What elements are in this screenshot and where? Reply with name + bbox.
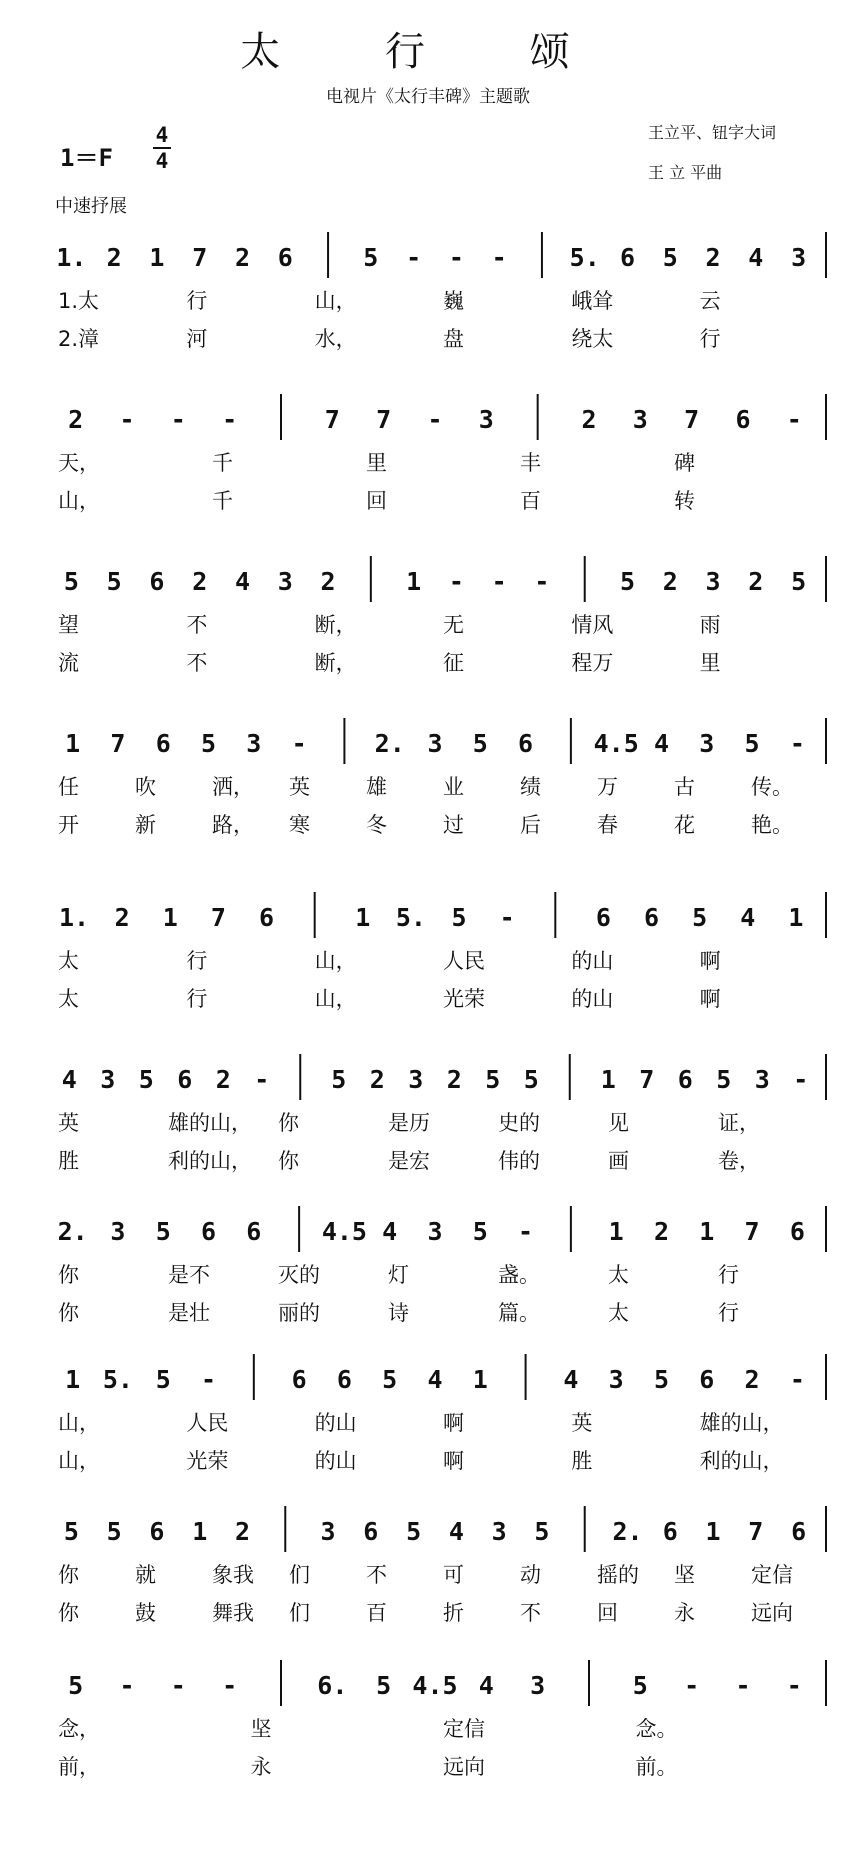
lyric-word: 里 bbox=[699, 651, 721, 675]
note: 5 bbox=[63, 567, 79, 596]
lyric-word: 画 bbox=[608, 1149, 629, 1173]
hold-dash: - bbox=[170, 1671, 186, 1700]
lyric-word: 见 bbox=[608, 1111, 629, 1135]
note: 2. bbox=[57, 1217, 88, 1246]
lyric-word: 任 bbox=[58, 775, 79, 799]
lyric-word: 断， bbox=[314, 613, 357, 637]
note: 3 bbox=[478, 405, 494, 434]
note: 5 bbox=[331, 1065, 347, 1094]
note: 2 bbox=[114, 903, 130, 932]
lyric-word: 山， bbox=[58, 1449, 100, 1473]
lyric-word: 啊 bbox=[699, 949, 721, 973]
note: 5 bbox=[523, 1065, 539, 1094]
lyric-word: 断， bbox=[314, 651, 357, 675]
lyric-word: 情风 bbox=[571, 613, 614, 637]
lyric-word: 洒， bbox=[212, 775, 254, 799]
lyric-word: 前。 bbox=[635, 1755, 678, 1779]
note: 3 bbox=[705, 567, 721, 596]
lyric-word: 人民 bbox=[186, 1411, 229, 1435]
lyric-word: 不 bbox=[366, 1563, 387, 1587]
note: 2 bbox=[653, 1217, 670, 1246]
note: 3 bbox=[491, 1517, 507, 1546]
note: 3 bbox=[110, 1217, 126, 1246]
hold-dash: - bbox=[170, 405, 186, 434]
lyric-word: 寒 bbox=[289, 813, 310, 837]
note: 4 bbox=[382, 1217, 398, 1246]
note: 2 bbox=[192, 567, 208, 596]
note: 4.5 bbox=[593, 729, 639, 758]
note: 7 bbox=[744, 1217, 760, 1246]
note: 5. bbox=[102, 1365, 133, 1394]
note: 1 bbox=[600, 1065, 616, 1094]
note: 6 bbox=[149, 567, 165, 596]
note: 5 bbox=[63, 1517, 79, 1546]
lyric-word: 绕太 bbox=[571, 327, 614, 351]
note: 3 bbox=[427, 1217, 443, 1246]
lyric-word: 峨耸 bbox=[571, 289, 614, 313]
lyric-word: 们 bbox=[289, 1563, 310, 1587]
lyric-word: 英 bbox=[571, 1411, 593, 1435]
lyric-word: 传。 bbox=[751, 775, 793, 799]
lyric-word: 是宏 bbox=[388, 1149, 430, 1173]
note: 6 bbox=[677, 1065, 693, 1094]
hold-dash: - bbox=[427, 405, 443, 434]
lyric-word: 太 bbox=[58, 949, 79, 973]
lyric-word: 卷， bbox=[718, 1149, 760, 1173]
hold-dash: - bbox=[786, 405, 802, 434]
lyric-word: 太 bbox=[608, 1301, 629, 1325]
lyric-word: 念。 bbox=[635, 1717, 678, 1741]
note: 6 bbox=[363, 1517, 379, 1546]
lyric-word: 里 bbox=[366, 451, 387, 475]
lyric-word: 念， bbox=[58, 1717, 100, 1741]
note: 5 bbox=[106, 1517, 122, 1546]
note: 5 bbox=[363, 243, 379, 272]
lyric-word: 望 bbox=[58, 613, 79, 637]
lyric-word: 百 bbox=[520, 489, 541, 513]
note: 5 bbox=[632, 1671, 648, 1700]
lyric-word: 行 bbox=[186, 949, 208, 973]
note: 3 bbox=[100, 1065, 116, 1094]
lyric-word: 你 bbox=[58, 1563, 79, 1587]
note: 1 bbox=[65, 1365, 81, 1394]
lyric-word: 开 bbox=[58, 813, 79, 837]
note: 2 bbox=[234, 1517, 251, 1546]
lyric-word: 雨 bbox=[699, 613, 721, 637]
note: 2 bbox=[106, 243, 122, 272]
note: 6 bbox=[699, 1365, 715, 1394]
hold-dash: - bbox=[534, 567, 550, 596]
note: 5 bbox=[68, 1671, 84, 1700]
note: 1 bbox=[162, 903, 178, 932]
note: 2 bbox=[320, 567, 336, 596]
lyric-word: 古 bbox=[674, 775, 695, 799]
lyric-word: 坚 bbox=[250, 1717, 272, 1741]
note: 3 bbox=[427, 729, 443, 758]
lyric-word: 太 bbox=[58, 987, 79, 1011]
note: 7 bbox=[639, 1065, 655, 1094]
hold-dash: - bbox=[786, 1671, 802, 1700]
note: 3 bbox=[632, 405, 648, 434]
lyric-word: 你 bbox=[278, 1111, 299, 1135]
note: 3 bbox=[530, 1671, 546, 1700]
lyric-word: 象我 bbox=[212, 1563, 254, 1587]
note: 1 bbox=[472, 1365, 488, 1394]
note: 3 bbox=[608, 1365, 624, 1394]
tempo-marking: 中速抒展 bbox=[55, 196, 127, 217]
lyric-word: 的山 bbox=[571, 949, 614, 973]
note: 6 bbox=[619, 243, 636, 272]
hold-dash: - bbox=[406, 243, 422, 272]
lyric-word: 花 bbox=[674, 813, 695, 837]
lyric-word: 行 bbox=[186, 289, 208, 313]
note: 5 bbox=[472, 1217, 488, 1246]
note: 5 bbox=[155, 1217, 171, 1246]
lyric-word: 太 bbox=[608, 1263, 629, 1287]
note: 2 bbox=[215, 1065, 231, 1094]
hold-dash: - bbox=[254, 1065, 270, 1094]
lyric-word: 灭的 bbox=[278, 1263, 320, 1287]
note: 2. bbox=[374, 729, 405, 758]
note: 2. bbox=[612, 1517, 643, 1546]
lyric-word: 河 bbox=[186, 327, 208, 351]
lyric-word: 吹 bbox=[135, 775, 156, 799]
note: 3 bbox=[246, 729, 262, 758]
lyric-word: 程万 bbox=[571, 651, 614, 675]
lyric-word: 路， bbox=[212, 813, 254, 837]
lyric-word: 动 bbox=[520, 1563, 541, 1587]
lyric-word: 定信 bbox=[751, 1563, 793, 1587]
note: 1 bbox=[355, 903, 371, 932]
lyric-word: 伟的 bbox=[498, 1149, 540, 1173]
note: 7 bbox=[376, 405, 392, 434]
lyric-word: 前， bbox=[58, 1755, 100, 1779]
lyric-word: 你 bbox=[58, 1263, 79, 1287]
lyric-word: 你 bbox=[278, 1149, 299, 1173]
note: 2 bbox=[446, 1065, 462, 1094]
note: 6 bbox=[177, 1065, 193, 1094]
hold-dash: - bbox=[491, 243, 507, 272]
note: 3 bbox=[754, 1065, 770, 1094]
lyric-word: 诗 bbox=[388, 1301, 409, 1325]
note: 4.5 bbox=[321, 1217, 367, 1246]
hold-dash: - bbox=[684, 1671, 700, 1700]
note: 4.5 bbox=[412, 1671, 458, 1700]
note: 7 bbox=[324, 405, 340, 434]
note: 1 bbox=[149, 243, 165, 272]
note: 6 bbox=[149, 1517, 165, 1546]
lyric-word: 永 bbox=[674, 1601, 695, 1625]
note: 2 bbox=[68, 405, 84, 434]
lyric-word: 永 bbox=[250, 1755, 272, 1779]
lyric-word: 的山 bbox=[314, 1449, 357, 1473]
lyric-word: 英 bbox=[58, 1111, 79, 1135]
lyric-word: 雄的山， bbox=[168, 1111, 252, 1135]
song-subtitle: 电视片《太行丰碑》主题歌 bbox=[326, 87, 530, 107]
note: 2 bbox=[234, 243, 251, 272]
song-title: 太 行 颂 bbox=[240, 29, 616, 75]
lyric-word: 啊 bbox=[443, 1449, 464, 1473]
note: 6 bbox=[735, 405, 751, 434]
lyric-word: 山， bbox=[58, 489, 100, 513]
lyric-word: 新 bbox=[135, 813, 156, 837]
note: 4 bbox=[234, 567, 251, 596]
note: 4 bbox=[653, 729, 670, 758]
lyric-word: 灯 bbox=[388, 1263, 409, 1287]
lyric-word: 天， bbox=[58, 451, 100, 475]
note: 4 bbox=[740, 903, 756, 932]
lyric-word: 流 bbox=[58, 651, 79, 675]
note: 3 bbox=[408, 1065, 424, 1094]
lyric-word: 是壮 bbox=[168, 1301, 210, 1325]
hold-dash: - bbox=[119, 405, 135, 434]
lyric-word: 春 bbox=[597, 813, 618, 837]
lyric-word: 百 bbox=[366, 1601, 387, 1625]
lyric-word: 们 bbox=[289, 1601, 310, 1625]
lyric-word: 的山 bbox=[314, 1411, 357, 1435]
lyric-word: 冬 bbox=[366, 813, 387, 837]
note: 1. bbox=[59, 903, 90, 932]
key-signature: 1＝F bbox=[60, 144, 113, 172]
lyric-word: 定信 bbox=[443, 1717, 485, 1741]
lyric-word: 摇的 bbox=[597, 1563, 639, 1587]
lyric-word: 云 bbox=[699, 289, 721, 313]
hold-dash: - bbox=[222, 1671, 238, 1700]
lyric-word: 1.太 bbox=[58, 289, 100, 313]
lyric-word: 山， bbox=[314, 987, 357, 1011]
note: 4 bbox=[478, 1671, 494, 1700]
note: 5 bbox=[155, 1365, 171, 1394]
note: 1 bbox=[705, 1517, 721, 1546]
lyric-word: 英 bbox=[289, 775, 310, 799]
note: 5 bbox=[200, 729, 217, 758]
note: 6 bbox=[644, 903, 660, 932]
note: 5 bbox=[451, 903, 467, 932]
hold-dash: - bbox=[448, 567, 464, 596]
note: 2 bbox=[744, 1365, 760, 1394]
lyric-word: 征 bbox=[443, 651, 464, 675]
lyric-word: 千 bbox=[212, 451, 233, 475]
lyric-word: 雄 bbox=[366, 775, 387, 799]
lyric-word: 丽的 bbox=[278, 1301, 320, 1325]
lyric-word: 雄的山， bbox=[699, 1411, 784, 1435]
composer-credit: 王 立 平曲 bbox=[648, 163, 723, 182]
note: 6 bbox=[277, 243, 293, 272]
note: 5 bbox=[619, 567, 636, 596]
lyric-word: 远向 bbox=[751, 1601, 793, 1625]
hold-dash: - bbox=[735, 1671, 751, 1700]
lyric-word: 是不 bbox=[168, 1263, 210, 1287]
note: 5 bbox=[791, 567, 807, 596]
note: 6 bbox=[518, 729, 534, 758]
lyric-word: 山， bbox=[314, 949, 357, 973]
lyric-word: 行 bbox=[699, 327, 721, 351]
note: 3 bbox=[791, 243, 807, 272]
note: 5 bbox=[376, 1671, 392, 1700]
note: 6 bbox=[200, 1217, 217, 1246]
note: 5 bbox=[485, 1065, 501, 1094]
lyric-word: 啊 bbox=[443, 1411, 464, 1435]
note: 6. bbox=[317, 1671, 348, 1700]
lyric-word: 后 bbox=[520, 813, 541, 837]
note: 6 bbox=[791, 1517, 807, 1546]
note: 5 bbox=[716, 1065, 732, 1094]
lyric-word: 折 bbox=[443, 1601, 464, 1625]
note: 2 bbox=[369, 1065, 385, 1094]
note: 5 bbox=[692, 903, 708, 932]
hold-dash: - bbox=[789, 729, 805, 758]
hold-dash: - bbox=[200, 1365, 217, 1394]
lyric-word: 回 bbox=[366, 489, 387, 513]
note: 5. bbox=[569, 243, 600, 272]
note: 5 bbox=[382, 1365, 398, 1394]
note: 5 bbox=[406, 1517, 422, 1546]
lyric-word: 人民 bbox=[443, 949, 485, 973]
note: 5 bbox=[106, 567, 122, 596]
lyric-word: 的山 bbox=[571, 987, 614, 1011]
note: 6 bbox=[789, 1217, 805, 1246]
lyric-word: 不 bbox=[520, 1601, 541, 1625]
note: 5 bbox=[472, 729, 488, 758]
note: 6 bbox=[336, 1365, 352, 1394]
lyric-word: 光荣 bbox=[186, 1449, 229, 1473]
note: 3 bbox=[699, 729, 715, 758]
lyric-word: 篇。 bbox=[498, 1301, 540, 1325]
note: 3 bbox=[277, 567, 293, 596]
lyric-word: 业 bbox=[443, 775, 464, 799]
lyric-word: 是历 bbox=[388, 1111, 430, 1135]
lyric-word: 绩 bbox=[520, 775, 541, 799]
time-signature-top: 4 bbox=[155, 123, 169, 147]
note: 5. bbox=[395, 903, 426, 932]
lyric-word: 千 bbox=[212, 489, 233, 513]
lyric-word: 2.漳 bbox=[58, 327, 100, 351]
note: 5 bbox=[138, 1065, 154, 1094]
lyric-word: 行 bbox=[718, 1263, 739, 1287]
note: 5 bbox=[534, 1517, 550, 1546]
lyric-word: 利的山， bbox=[168, 1149, 252, 1173]
lyric-word: 碑 bbox=[674, 451, 695, 475]
lyric-word: 万 bbox=[597, 775, 618, 799]
note: 7 bbox=[110, 729, 126, 758]
lyric-word: 鼓 bbox=[135, 1601, 156, 1625]
hold-dash: - bbox=[448, 243, 464, 272]
hold-dash: - bbox=[789, 1365, 805, 1394]
lyric-word: 胜 bbox=[571, 1449, 593, 1473]
lyric-word: 转 bbox=[674, 489, 695, 513]
note: 6 bbox=[291, 1365, 307, 1394]
note: 4 bbox=[448, 1517, 464, 1546]
hold-dash: - bbox=[499, 903, 515, 932]
lyric-word: 史的 bbox=[498, 1111, 540, 1135]
hold-dash: - bbox=[491, 567, 507, 596]
lyric-word: 证， bbox=[718, 1111, 760, 1135]
lyric-word: 行 bbox=[718, 1301, 739, 1325]
note: 1 bbox=[406, 567, 422, 596]
note: 5 bbox=[744, 729, 760, 758]
note: 5 bbox=[662, 243, 678, 272]
note: 1 bbox=[65, 729, 81, 758]
lyric-word: 不 bbox=[186, 613, 208, 637]
lyric-word: 丰 bbox=[520, 451, 541, 475]
lyric-word: 你 bbox=[58, 1601, 79, 1625]
lyric-word: 无 bbox=[443, 613, 464, 637]
lyric-word: 艳。 bbox=[751, 813, 793, 837]
lyric-word: 舞我 bbox=[212, 1601, 254, 1625]
note: 1 bbox=[608, 1217, 624, 1246]
lyric-word: 坚 bbox=[674, 1563, 695, 1587]
note: 2 bbox=[581, 405, 597, 434]
note: 5 bbox=[653, 1365, 670, 1394]
lyric-word: 山， bbox=[58, 1411, 100, 1435]
lyric-word: 盏。 bbox=[498, 1263, 540, 1287]
lyric-word: 你 bbox=[58, 1301, 79, 1325]
note: 7 bbox=[684, 405, 700, 434]
note: 1. bbox=[56, 243, 87, 272]
lyric-word: 就 bbox=[135, 1563, 156, 1587]
time-signature-bottom: 4 bbox=[155, 149, 169, 173]
lyric-word: 胜 bbox=[58, 1149, 79, 1173]
lyric-word: 回 bbox=[597, 1601, 618, 1625]
hold-dash: - bbox=[793, 1065, 809, 1094]
hold-dash: - bbox=[518, 1217, 534, 1246]
note: 7 bbox=[192, 243, 208, 272]
note: 1 bbox=[788, 903, 804, 932]
lyric-word: 行 bbox=[186, 987, 208, 1011]
hold-dash: - bbox=[119, 1671, 135, 1700]
lyric-word: 光荣 bbox=[443, 987, 485, 1011]
hold-dash: - bbox=[291, 729, 307, 758]
lyric-word: 山， bbox=[314, 289, 357, 313]
note: 6 bbox=[595, 903, 611, 932]
note: 2 bbox=[748, 567, 764, 596]
lyric-word: 可 bbox=[443, 1563, 464, 1587]
note: 1 bbox=[699, 1217, 715, 1246]
note: 7 bbox=[210, 903, 226, 932]
lyric-word: 盘 bbox=[443, 327, 464, 351]
note: 6 bbox=[662, 1517, 678, 1546]
note: 3 bbox=[320, 1517, 336, 1546]
note: 6 bbox=[246, 1217, 262, 1246]
note: 2 bbox=[705, 243, 721, 272]
note: 4 bbox=[748, 243, 764, 272]
note: 4 bbox=[61, 1065, 77, 1094]
note: 1 bbox=[192, 1517, 208, 1546]
note: 4 bbox=[563, 1365, 579, 1394]
lyricist-credit: 王立平、钮字大词 bbox=[648, 123, 777, 142]
note: 2 bbox=[662, 567, 678, 596]
lyric-word: 过 bbox=[443, 813, 464, 837]
lyric-word: 巍 bbox=[443, 289, 464, 313]
lyric-word: 水， bbox=[314, 327, 357, 351]
note: 6 bbox=[259, 903, 275, 932]
lyric-word: 利的山， bbox=[699, 1449, 784, 1473]
lyric-word: 远向 bbox=[443, 1755, 485, 1779]
note: 6 bbox=[155, 729, 171, 758]
hold-dash: - bbox=[222, 405, 238, 434]
note: 7 bbox=[748, 1517, 764, 1546]
lyric-word: 啊 bbox=[699, 987, 721, 1011]
note: 4 bbox=[427, 1365, 443, 1394]
lyric-word: 不 bbox=[186, 651, 208, 675]
